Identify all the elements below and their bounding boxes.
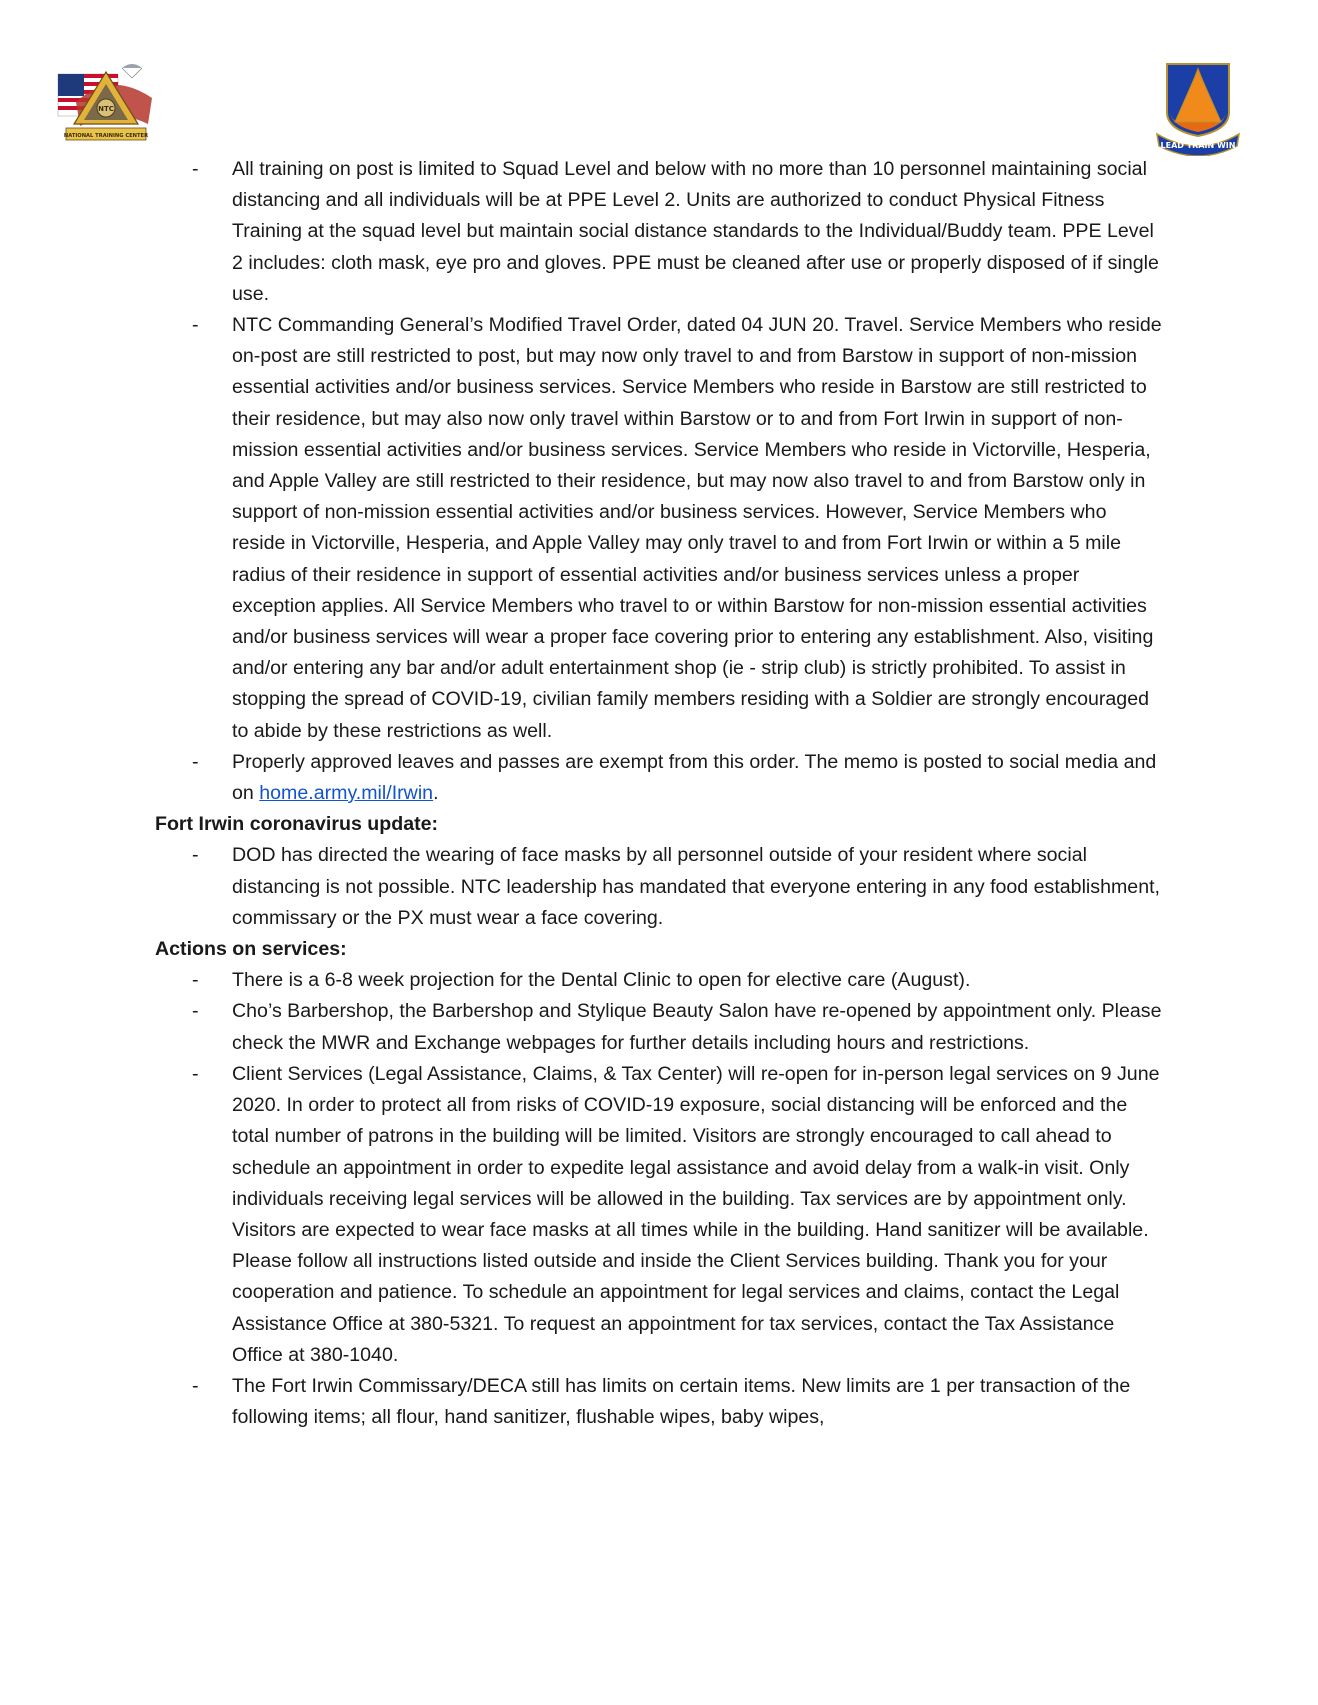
section-heading-coronavirus-update: Fort Irwin coronavirus update: <box>155 813 439 836</box>
lead-train-win-crest <box>1155 60 1241 156</box>
bullet-text: Client Services (Legal Assistance, Claims, & Tax Center) will re-open for in-person legal services on 9 June 2020. In order to protect all from risks of COVID-19 exposure, social distancing will be enforced and the total number of patrons in the building will be limited. Visitors are strongly encouraged to call ahead to schedule an appointment in order to expedite legal assistance and avoid delay from a walk-in visit. Only individuals receiving legal services will be allowed in the building. Tax services are by appointment only. Visitors are expected to wear face masks at all times while in the building. Hand sanitizer will be available. Please follow all instructions listed outside and inside the Client Services building. Thank you for your cooperation and patience. To schedule an appointment for legal services and claims, contact the Legal Assistance Office at 380-5321. To request an appointment for tax services, contact the Tax Assistance Office at 380-1040. <box>232 1062 1160 1366</box>
bullet-barbershops <box>155 996 1165 1058</box>
bullet-dash: - <box>192 750 199 773</box>
bullet-dash: - <box>192 969 199 992</box>
bullet-client-services <box>155 1059 1165 1371</box>
bullet-dash: - <box>192 1374 199 1397</box>
bullet-travel-order <box>155 310 1165 747</box>
bullet-text: There is a 6-8 week projection for the Dental Clinic to open for elective care (August). <box>232 969 971 992</box>
irwin-website-link[interactable]: home.army.mil/Irwin <box>259 782 434 805</box>
bullet-text-end: . <box>433 782 439 805</box>
bullet-text: NTC Commanding General’s Modified Travel Order, dated 04 JUN 20. Travel. Service Members who reside on-post are still restricted to post, but may now only travel to and from Barstow in support of non-mission essential activities and/or business services. Service Members who reside in Barstow are still restricted to their residence, but may also now only travel within Barstow or to and from Fort Irwin in support of non-mission essential activities and/or business services. Service Members who reside in Victorville, Hesperia, and Apple Valley are still restricted to their residence, but may now also travel to and from Barstow only in support of non-mission essential activities and/or business services. However, Service Members who reside in Victorville, Hesperia, and Apple Valley may only travel to and from Fort Irwin or within a 5 mile radius of their residence in support of essential activities and/or business services unless a proper exception applies. All Service Members who travel to or within Barstow for non-mission essential activities and/or business services will wear a proper face covering prior to entering any establishment. Also, visiting and/or entering any bar and/or adult entertainment shop (ie - strip club) is strictly prohibited. To assist in stopping the spread of COVID-19, civilian family members residing with a Soldier are strongly encouraged to abide by these restrictions as well. <box>232 314 1162 742</box>
bullet-face-masks <box>155 840 1165 934</box>
bullet-dash: - <box>192 314 199 337</box>
bullet-dash: - <box>192 844 199 867</box>
bullet-dash: - <box>192 158 199 180</box>
bullet-leaves-passes <box>155 747 1165 809</box>
section-heading-actions-on-services: Actions on services: <box>155 938 347 961</box>
bullet-text: The Fort Irwin Commissary/DECA still has limits on certain items. New limits are 1 per transaction of the following items; all flour, hand sanitizer, flushable wipes, baby wipes, <box>232 1374 1131 1429</box>
bullet-text: DOD has directed the wearing of face masks by all personnel outside of your resident where social distancing is not possible. NTC leadership has mandated that everyone entering in any food establishment, commissary or the PX must wear a face covering. <box>232 844 1160 929</box>
bullet-text: All training on post is limited to Squad Level and below with no more than 10 personnel maintaining social distancing and all individuals will be at PPE Level 2. Units are authorized to conduct Physical Fitness Training at the squad level but maintain social distance standards to the Individual/Buddy team. PPE Level 2 includes: cloth mask, eye pro and gloves. PPE must be cleaned after use or properly disposed of if single use. <box>232 158 1159 305</box>
bullet-dash: - <box>192 1062 199 1085</box>
document-body <box>155 154 1165 1433</box>
bullet-commissary-limits <box>155 1371 1165 1433</box>
bullet-training-limits <box>155 154 1165 310</box>
svg-text:NTC: NTC <box>98 105 114 113</box>
svg-text:LEAD TRAIN WIN: LEAD TRAIN WIN <box>1160 141 1236 150</box>
bullet-text: Cho’s Barbershop, the Barbershop and Stylique Beauty Salon have re-opened by appointment only. Please check the MWR and Exchange webpages for further details including hours and restrictions. <box>232 1000 1162 1054</box>
ntc-flag-logo <box>56 62 156 144</box>
bullet-text: Properly approved leaves and passes are exempt from this order. The memo is posted to social media and on <box>232 750 1157 805</box>
svg-text:NATIONAL TRAINING CENTER: NATIONAL TRAINING CENTER <box>63 133 149 139</box>
bullet-dental-clinic <box>155 965 1165 996</box>
bullet-dash: - <box>192 1000 199 1023</box>
